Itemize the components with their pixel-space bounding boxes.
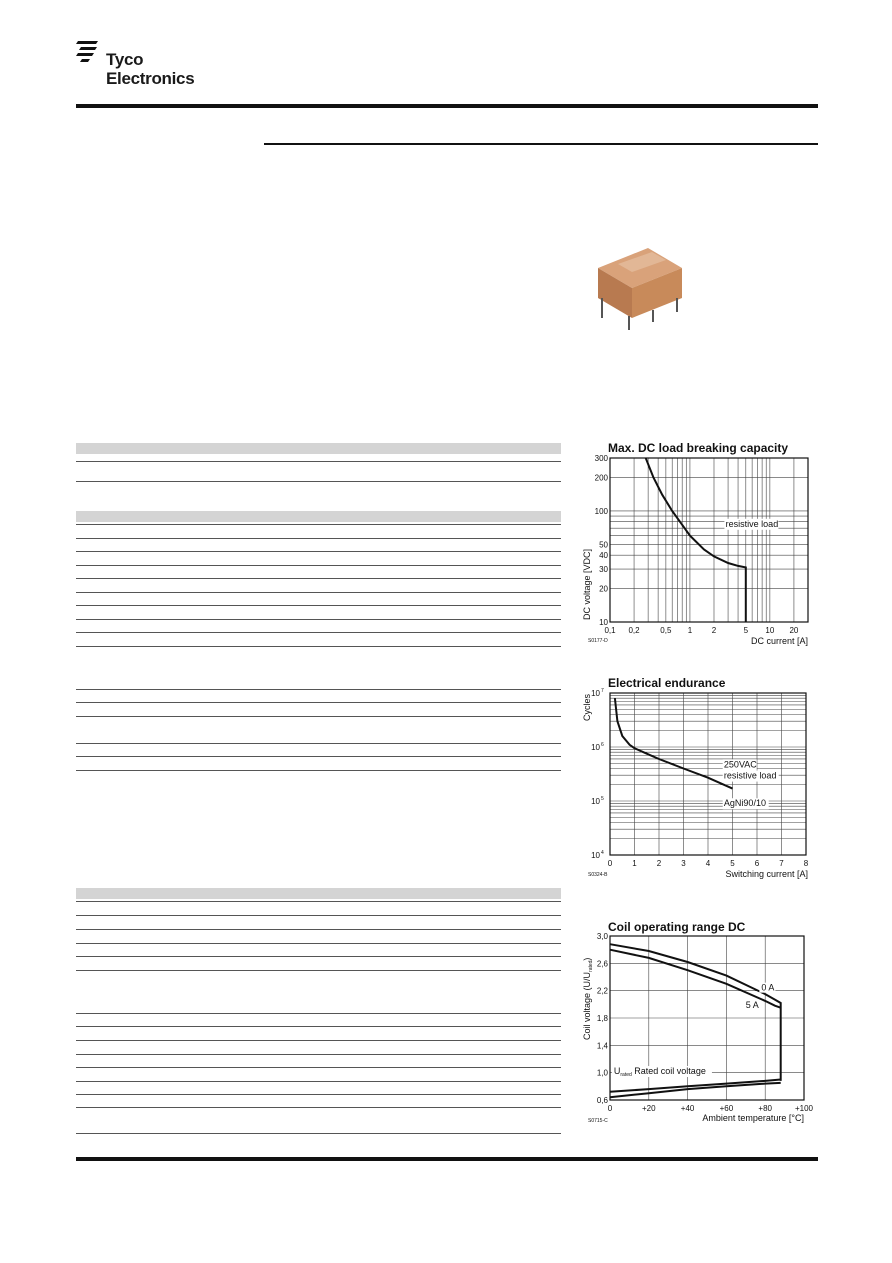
- x-tick-label: 1: [687, 626, 693, 635]
- table-row-divider: [76, 1107, 561, 1108]
- y-tick-exponent: 4: [601, 850, 604, 856]
- x-tick-label: 1: [632, 859, 637, 868]
- x-axis-label: Ambient temperature [°C]: [702, 1113, 804, 1123]
- figure-code: S0324-B: [588, 872, 608, 878]
- table-row-divider: [76, 1054, 561, 1055]
- y-tick-label: 2,6: [596, 959, 608, 969]
- table-row-divider: [76, 632, 561, 633]
- x-tick-label: 5: [743, 626, 749, 635]
- brand-line-2: Electronics: [106, 69, 195, 88]
- x-tick-label: 2: [656, 859, 662, 868]
- relay-component-photo: [590, 240, 690, 330]
- x-tick-label: 10: [765, 626, 775, 635]
- table-row-divider: [76, 538, 561, 539]
- y-tick-label: 10: [591, 851, 600, 860]
- y-axis-label: Coil voltage $(U/U_{rated})$: [582, 957, 594, 1040]
- y-tick-label: 100: [594, 506, 608, 516]
- table-row-divider: [76, 929, 561, 930]
- x-tick-label: +80: [758, 1104, 772, 1113]
- table-row-divider: [76, 756, 561, 757]
- table-section-header: [76, 511, 561, 522]
- y-tick-label: 10: [591, 689, 600, 698]
- y-axis-label: Cycles: [582, 693, 592, 721]
- x-tick-label: +40: [680, 1104, 695, 1113]
- figure-code: S0177-D: [588, 638, 608, 644]
- chart-title: Electrical endurance: [608, 676, 726, 690]
- y-tick-exponent: 6: [601, 742, 604, 748]
- table-row-divider: [76, 1067, 561, 1068]
- table-row-divider: [76, 1133, 561, 1134]
- table-row-divider: [76, 578, 561, 579]
- annotation-label: 250VAC: [723, 759, 757, 770]
- brand-name: [106, 50, 194, 88]
- x-tick-label: 5: [730, 859, 735, 868]
- table-row-divider: [76, 743, 561, 744]
- y-tick-label: 1,8: [596, 1014, 608, 1023]
- x-tick-label: +20: [642, 1104, 656, 1113]
- series-line: [610, 1080, 781, 1092]
- y-tick-label: 40: [599, 551, 608, 561]
- rated-voltage-label: $U_{rated}$ Rated coil voltage: [613, 1066, 706, 1079]
- table-row-divider: [76, 605, 561, 606]
- table-row-divider: [76, 551, 561, 552]
- table-row-divider: [76, 943, 561, 944]
- figure-code: S0715-C: [588, 1118, 608, 1124]
- annotation-label: resistive load: [725, 518, 779, 529]
- table-section-header: [76, 888, 561, 899]
- y-tick-label: 10: [591, 743, 600, 752]
- chart-title: Coil operating range DC: [608, 920, 746, 934]
- title-rule: [264, 143, 818, 145]
- x-tick-label: 20: [789, 626, 799, 635]
- x-axis-label: Switching current [A]: [725, 869, 808, 879]
- annotation-label: resistive load: [723, 770, 777, 781]
- series-label-5a: 5 A: [745, 999, 759, 1010]
- x-tick-label: 0: [607, 859, 613, 868]
- y-tick-label: 30: [599, 565, 608, 575]
- table-row-divider: [76, 970, 561, 971]
- table-row-divider: [76, 915, 561, 916]
- x-axis-label: DC current [A]: [750, 636, 808, 646]
- y-axis-label: DC voltage [VDC]: [582, 548, 592, 620]
- table-row-divider: [76, 1040, 561, 1041]
- table-row-divider: [76, 481, 561, 482]
- series-line: [646, 458, 746, 622]
- table-row-divider: [76, 565, 561, 566]
- series-label-0a: 0 A: [761, 982, 775, 993]
- tyco-logo-icon: [76, 39, 100, 63]
- table-row-divider: [76, 1094, 561, 1095]
- table-row-divider: [76, 524, 561, 525]
- x-tick-label: 0,2: [628, 626, 640, 635]
- table-row-divider: [76, 689, 561, 690]
- table-row-divider: [76, 1013, 561, 1014]
- table-row-divider: [76, 592, 561, 593]
- x-tick-label: 8: [803, 859, 809, 868]
- chart-title: Max. DC load breaking capacity: [608, 441, 789, 455]
- specifications-table: [76, 443, 561, 1143]
- y-tick-label: 1,0: [596, 1068, 608, 1078]
- x-tick-label: +60: [719, 1104, 734, 1113]
- table-row-divider: [76, 702, 561, 703]
- y-tick-label: 10: [591, 797, 600, 806]
- x-tick-label: 4: [705, 859, 711, 868]
- brand-line-1: Tyco: [106, 50, 144, 69]
- y-tick-exponent: 7: [601, 688, 604, 694]
- y-tick-exponent: 5: [601, 796, 604, 802]
- x-tick-label: 3: [681, 859, 686, 868]
- table-row-divider: [76, 901, 561, 902]
- table-row-divider: [76, 1026, 561, 1027]
- y-tick-label: 2,2: [596, 986, 608, 996]
- y-tick-label: 10: [599, 618, 608, 627]
- x-tick-label: 2: [711, 626, 717, 635]
- coil-operating-range-chart: [580, 918, 820, 1130]
- x-tick-label: 7: [779, 859, 784, 868]
- y-tick-label: 1,4: [596, 1041, 608, 1051]
- x-tick-label: 0,5: [660, 626, 672, 635]
- annotation-label: AgNi90/10: [723, 798, 766, 809]
- table-row-divider: [76, 646, 561, 647]
- y-tick-label: 0,6: [596, 1096, 608, 1105]
- table-row-divider: [76, 1081, 561, 1082]
- y-tick-label: 50: [599, 540, 608, 550]
- dc-breaking-capacity-chart: [580, 440, 820, 652]
- x-tick-label: 6: [754, 859, 760, 868]
- footer-rule: [76, 1157, 818, 1161]
- series-line: [610, 944, 781, 1081]
- header-rule: [76, 104, 818, 108]
- y-tick-label: 200: [594, 473, 608, 483]
- table-row-divider: [76, 956, 561, 957]
- table-row-divider: [76, 716, 561, 717]
- table-section-header: [76, 443, 561, 454]
- y-tick-label: 3,0: [596, 932, 608, 941]
- y-tick-label: 20: [599, 584, 608, 594]
- table-row-divider: [76, 461, 561, 462]
- electrical-endurance-chart: [580, 675, 820, 887]
- plot-frame: [610, 458, 808, 622]
- table-row-divider: [76, 619, 561, 620]
- x-tick-label: 0: [607, 1104, 613, 1113]
- y-tick-label: 300: [594, 454, 608, 463]
- x-tick-label: +100: [794, 1104, 814, 1113]
- x-tick-label: 0,1: [604, 626, 616, 635]
- table-row-divider: [76, 770, 561, 771]
